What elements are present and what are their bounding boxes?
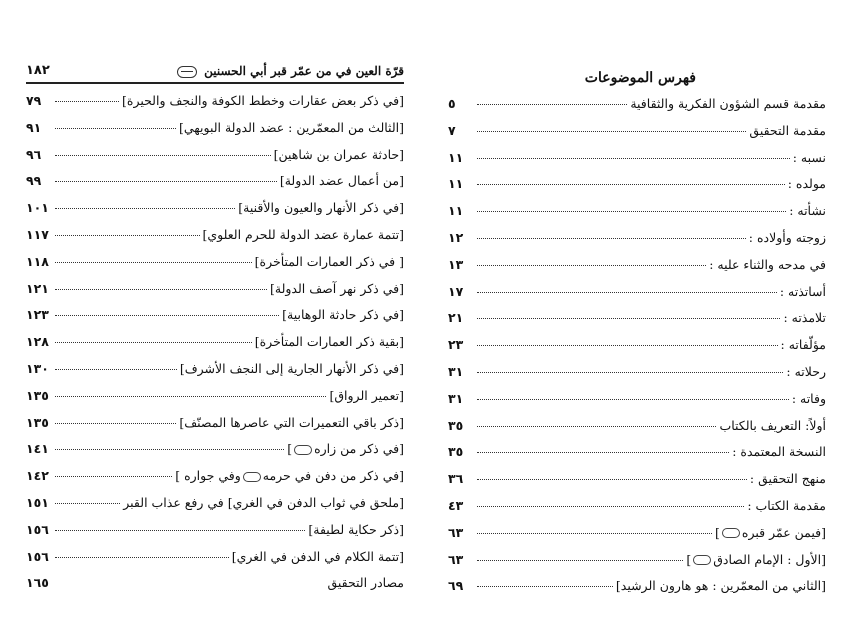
toc-entry-title	[270, 281, 404, 296]
toc-entry-page: ١٤١	[26, 441, 49, 457]
toc-entry-title-text: [ذكر باقي التعميرات التي عاصرها المصنّف]	[179, 414, 404, 430]
toc-entry-title	[686, 552, 826, 567]
dot-leader	[55, 369, 177, 370]
dot-leader	[477, 131, 746, 132]
toc-entry	[26, 522, 404, 549]
toc-entry	[26, 93, 404, 120]
toc-entry-title-text: [من أعمال عضد الدولة]	[279, 173, 404, 189]
toc-entry	[448, 176, 826, 203]
toc-entry	[448, 230, 826, 257]
running-head	[26, 62, 404, 84]
toc-entry-title-text: [حادثة عمران بن شاهين]	[273, 146, 404, 162]
toc-entry-page: ٦٣	[448, 551, 464, 567]
toc-entry-title	[203, 227, 404, 242]
toc-entry-page: ١٣٥	[26, 414, 49, 430]
toc-entry-title	[122, 93, 404, 108]
dot-leader	[55, 128, 176, 129]
toc-entry-title-text: [ذكر حكاية لطيفة]	[308, 521, 404, 537]
toc-entry-title	[792, 391, 826, 406]
dot-leader	[55, 289, 267, 290]
toc-list-left	[26, 93, 404, 602]
toc-entry-title-text: [تعمير الرواق]	[329, 387, 404, 403]
dot-leader	[477, 479, 747, 480]
toc-entry-title-text: مولده :	[787, 176, 826, 192]
toc-entry	[26, 227, 404, 254]
toc-entry-page: ١٥٦	[26, 548, 49, 564]
toc-entry-page: ٣١	[448, 390, 464, 406]
toc-entry	[26, 173, 404, 200]
toc-entry	[448, 257, 826, 284]
toc-entry-title-text: [تتمة الكلام في الدفن في الغري]	[231, 548, 404, 564]
toc-entry	[26, 361, 404, 388]
toc-entry-page: ١٢	[448, 229, 464, 245]
toc-entry-title-text: أولاً: التعريف بالكتاب	[719, 417, 826, 433]
toc-entry-page: ٢٣	[448, 337, 464, 353]
toc-entry-title	[123, 495, 404, 510]
toc-entry-page: ١٢٣	[26, 307, 49, 323]
toc-entry	[448, 337, 826, 364]
toc-list-right	[448, 96, 826, 605]
toc-entry-title	[630, 96, 826, 111]
toc-entry-page: ١٤٢	[26, 468, 49, 484]
toc-entry-title	[179, 415, 404, 430]
toc-entry-title-text: أساتذته :	[779, 283, 826, 299]
toc-entry	[448, 123, 826, 150]
toc-entry-title	[780, 284, 826, 299]
toc-entry-title-text: في مدحه والثناء عليه :	[709, 256, 826, 272]
toc-entry	[26, 441, 404, 468]
toc-entry-page: ٩١	[26, 119, 42, 135]
dot-leader	[55, 235, 200, 236]
honorific-seal-icon	[722, 528, 740, 538]
toc-entry-title-text: [الأول : الإمام الصادق	[713, 551, 826, 567]
toc-entry	[448, 525, 826, 552]
toc-entry	[26, 388, 404, 415]
toc-entry-title	[750, 471, 826, 486]
dot-leader	[55, 315, 279, 316]
left-page	[26, 0, 404, 639]
toc-entry-title	[781, 337, 826, 352]
toc-entry-page: ١٢٨	[26, 334, 49, 350]
toc-entry-page: ١١	[448, 149, 464, 165]
toc-entry-title	[180, 361, 404, 376]
toc-entry-title	[747, 498, 826, 513]
toc-entry-title-text: تلامذته :	[783, 310, 826, 326]
dot-leader	[55, 101, 119, 102]
dot-leader	[477, 158, 790, 159]
toc-entry-page: ٣١	[448, 363, 464, 379]
toc-entry-title	[749, 123, 826, 138]
toc-entry-title-suffix: وفي جواره ]	[175, 468, 241, 484]
toc-entry-page: ٢١	[448, 310, 464, 326]
toc-entry	[26, 468, 404, 495]
toc-entry-title-text: [بقية ذكر العمارات المتأخرة]	[254, 334, 404, 350]
honorific-seal-icon	[243, 472, 261, 482]
toc-entry	[448, 284, 826, 311]
toc-entry-title	[280, 173, 404, 188]
toc-entry-title-text: وفاته :	[791, 390, 826, 406]
dot-leader	[477, 211, 786, 212]
toc-entry-title	[715, 525, 826, 540]
index-title: فهرس الموضوعات	[584, 70, 696, 86]
dot-leader	[477, 104, 627, 105]
dot-leader	[477, 452, 729, 453]
toc-entry-title	[793, 150, 826, 165]
toc-entry-page: ١١٨	[26, 253, 49, 269]
toc-entry	[26, 200, 404, 227]
dot-leader	[55, 476, 172, 477]
toc-entry-title-text: [الثاني من المعمّرين : هو هارون الرشيد]	[615, 578, 826, 594]
toc-entry	[448, 444, 826, 471]
toc-entry-title-text: مؤلّفاته :	[780, 337, 826, 353]
toc-entry-title-text: [في ذكر حادثة الوهابية]	[282, 307, 404, 323]
dot-leader	[55, 503, 120, 504]
dot-leader	[55, 449, 284, 450]
toc-entry-title-text: [في ذكر نهر آصف الدولة]	[269, 280, 404, 296]
toc-entry-title	[709, 257, 826, 272]
toc-entry	[26, 334, 404, 361]
toc-entry-page: ٣٦	[448, 471, 464, 487]
right-page	[448, 0, 826, 639]
toc-entry-page: ٧٩	[26, 93, 42, 108]
toc-entry-title	[616, 578, 826, 593]
toc-entry	[26, 575, 404, 602]
toc-entry-page: ٦٩	[448, 578, 464, 594]
toc-entry-title	[719, 418, 826, 433]
toc-entry-page: ٦٣	[448, 524, 464, 540]
toc-entry-title-text: نشأته :	[789, 203, 826, 219]
toc-entry-title	[287, 441, 404, 456]
dot-leader	[477, 265, 706, 266]
toc-entry-page: ٧	[448, 122, 456, 138]
toc-entry	[448, 310, 826, 337]
toc-entry-title	[274, 147, 404, 162]
toc-entry-title-text: [الثالث من المعمّرين : عضد الدولة البويهي]	[178, 119, 404, 135]
toc-entry-title	[749, 230, 826, 245]
toc-entry	[448, 471, 826, 498]
toc-entry-title-text: [في ذكر بعض عقارات وخطط الكوفة والنجف والحيرة]	[122, 93, 404, 108]
toc-entry-page: ١١٧	[26, 226, 49, 242]
running-head-title	[177, 64, 404, 78]
toc-entry-page: ١٣	[448, 256, 464, 272]
dot-leader	[477, 292, 777, 293]
toc-entry-title	[789, 203, 826, 218]
dot-leader	[477, 533, 712, 534]
toc-entry-page: ١١	[448, 203, 464, 219]
toc-entry-title-text: [في ذكر من دفن في حرمه	[262, 468, 404, 484]
toc-entry	[448, 552, 826, 579]
toc-entry-title-text: زوجته وأولاده :	[748, 229, 826, 245]
toc-entry-title-text: النسخة المعتمدة :	[732, 444, 826, 460]
dot-leader	[55, 423, 176, 424]
toc-entry	[26, 415, 404, 442]
toc-entry-page: ١١	[448, 176, 464, 192]
toc-entry	[448, 498, 826, 525]
toc-entry-title-text: [ في ذكر العمارات المتأخرة]	[254, 253, 404, 269]
dot-leader	[477, 506, 744, 507]
dot-leader	[55, 342, 252, 343]
toc-entry-page: ٣٥	[448, 444, 464, 460]
toc-entry	[26, 147, 404, 174]
header-title-text: قرّة العين في من عمّر قبر أبي الحسنين	[204, 64, 404, 78]
toc-entry-title-text: [فيمن عمّر قبره	[741, 524, 826, 540]
toc-entry-title	[327, 575, 404, 590]
toc-entry-title	[732, 444, 826, 459]
dot-leader	[477, 345, 778, 346]
toc-entry-page: ١٢١	[26, 280, 49, 296]
dot-leader	[55, 396, 326, 397]
toc-entry-title-suffix: ]	[715, 524, 720, 540]
honorific-seal-icon	[693, 555, 711, 565]
dot-leader	[477, 586, 613, 587]
toc-entry-page: ٣٥	[448, 417, 464, 433]
toc-entry-title	[786, 364, 826, 379]
dot-leader	[477, 372, 783, 373]
toc-entry-title-text: مصادر التحقيق	[327, 575, 404, 591]
dot-leader	[477, 318, 780, 319]
toc-entry-title-suffix: ]	[686, 551, 692, 567]
toc-entry-title-text: [تتمة عمارة عضد الدولة للحرم العلوي]	[202, 226, 404, 242]
toc-entry-title-text: نسبه :	[792, 149, 826, 165]
toc-entry-title	[788, 176, 826, 191]
toc-entry-page: ١٥٦	[26, 521, 49, 537]
toc-entry-page: ١٠١	[26, 200, 49, 216]
toc-entry	[26, 281, 404, 308]
dot-leader	[55, 530, 305, 531]
toc-entry-title	[282, 307, 404, 322]
toc-entry-title-suffix: ]	[287, 441, 293, 457]
toc-entry-title-text: [في ذكر من زاره	[314, 441, 404, 457]
toc-entry-page: ١٦٥	[26, 575, 49, 591]
dot-leader	[477, 238, 746, 239]
toc-entry-title	[255, 254, 404, 269]
toc-entry	[26, 549, 404, 576]
toc-entry-title	[179, 120, 404, 135]
dot-leader	[55, 181, 277, 182]
toc-entry-title-text: مقدمة قسم الشؤون الفكرية والثقافية	[630, 96, 826, 111]
toc-entry-title	[175, 468, 404, 483]
toc-entry-title-text: رحلاته :	[786, 363, 826, 379]
toc-entry-page: ٩٦	[26, 146, 42, 162]
dot-leader	[477, 426, 716, 427]
toc-entry-page: ١٣٥	[26, 387, 49, 403]
toc-entry-title	[232, 549, 404, 564]
toc-entry-title-text: [في ذكر الأنهار والعيون والأقنية]	[238, 200, 404, 216]
toc-entry	[448, 578, 826, 605]
dot-leader	[55, 262, 252, 263]
dot-leader	[477, 399, 789, 400]
dot-leader	[55, 557, 229, 558]
dot-leader	[477, 184, 785, 185]
page-number: ١٨٢	[26, 63, 50, 78]
dot-leader	[477, 560, 683, 561]
toc-entry-page: ٤٣	[448, 497, 464, 513]
toc-entry-title	[783, 310, 826, 325]
toc-entry-title-text: [في ذكر الأنهار الجارية إلى النجف الأشرف]	[179, 360, 404, 376]
toc-entry	[26, 254, 404, 281]
toc-entry	[448, 150, 826, 177]
toc-entry-page: ٥	[448, 96, 456, 111]
toc-entry	[448, 364, 826, 391]
dot-leader	[55, 155, 271, 156]
toc-entry-page: ١٥١	[26, 494, 49, 510]
dot-leader	[55, 208, 235, 209]
toc-entry	[26, 120, 404, 147]
toc-entry	[26, 495, 404, 522]
honorific-seal-icon	[294, 445, 312, 455]
toc-entry-title	[238, 200, 404, 215]
toc-entry-page: ١٧	[448, 283, 464, 299]
toc-entry-page: ١٣٠	[26, 360, 49, 376]
honorific-seal-icon	[177, 66, 197, 78]
toc-entry-title	[308, 522, 404, 537]
toc-entry	[448, 418, 826, 445]
toc-entry-title	[329, 388, 404, 403]
toc-entry	[448, 203, 826, 230]
toc-entry	[26, 307, 404, 334]
toc-entry	[448, 96, 826, 123]
toc-entry	[448, 391, 826, 418]
toc-entry-title-text: منهج التحقيق :	[749, 471, 826, 487]
toc-entry-page: ٩٩	[26, 173, 42, 189]
toc-entry-title-text: مقدمة الكتاب :	[747, 497, 826, 513]
toc-entry-title-text: [ملحق في ثواب الدفن في الغري] في رفع عذاب القبر	[123, 494, 404, 510]
toc-entry-title	[255, 334, 404, 349]
toc-entry-title-text: مقدمة التحقيق	[749, 122, 826, 138]
